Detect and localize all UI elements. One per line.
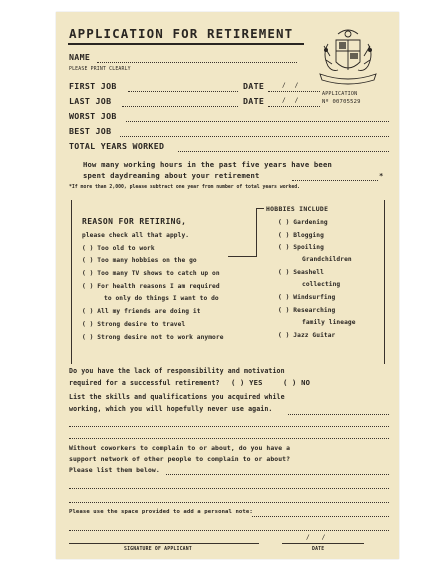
- hours-question-line1: How many working hours in the past five years have been: [83, 160, 332, 169]
- hobby-jazz-guitar[interactable]: ( ) Jazz Guitar: [278, 332, 336, 339]
- hours-note: *If more than 2,000, please subtract one year from number of total years worked.: [69, 185, 301, 190]
- support-answer-line-3[interactable]: [69, 502, 389, 503]
- hobbies-header: HOBBIES INCLUDE: [266, 205, 329, 213]
- yes-checkbox[interactable]: ( ) YES: [231, 378, 263, 387]
- application-number: Nº 00705529: [322, 99, 361, 105]
- reason-tv-shows[interactable]: ( ) Too many TV shows to catch up on: [82, 270, 220, 277]
- worst-job-field[interactable]: [126, 121, 389, 122]
- hobby-spoiling[interactable]: ( ) Spoiling: [278, 244, 324, 251]
- personal-note-line-1[interactable]: [252, 516, 389, 517]
- hobby-spoiling-continued: Grandchildren: [302, 256, 352, 263]
- skills-answer-line-1[interactable]: [288, 414, 389, 415]
- first-job-date-label: DATE: [243, 81, 265, 91]
- no-checkbox[interactable]: ( ) NO: [283, 378, 311, 387]
- last-job-label: LAST JOB: [69, 96, 112, 106]
- hobby-gardening[interactable]: ( ) Gardening: [278, 219, 328, 226]
- hobby-researching[interactable]: ( ) Researching: [278, 307, 336, 314]
- hobbies-connector-arm: [228, 256, 257, 257]
- hobby-blogging[interactable]: ( ) Blogging: [278, 232, 324, 239]
- reason-too-old[interactable]: ( ) Too old to work: [82, 245, 155, 252]
- last-job-field[interactable]: [122, 106, 238, 107]
- hobbies-box-right-border: [384, 200, 385, 364]
- responsibility-question-line1: Do you have the lack of responsibility and motivation: [69, 367, 285, 375]
- first-job-field[interactable]: [128, 91, 238, 92]
- coworkers-question-line2: support network of other people to complain to or about?: [69, 455, 291, 463]
- coworkers-question-line1: Without coworkers to complain to or about, do you have a: [69, 444, 291, 452]
- reasons-box-left-border: [71, 200, 72, 364]
- hobbies-header-rule: [256, 208, 264, 209]
- title-underline: [68, 43, 304, 45]
- total-years-label: TOTAL YEARS WORKED: [69, 141, 165, 151]
- hobby-seashell-continued: collecting: [302, 281, 341, 288]
- skills-answer-line-3[interactable]: [69, 438, 389, 439]
- reason-friends[interactable]: ( ) All my friends are doing it: [82, 308, 201, 315]
- hobby-researching-continued: family lineage: [302, 319, 356, 326]
- hours-field[interactable]: [292, 180, 378, 181]
- total-years-field[interactable]: [178, 151, 389, 152]
- skills-question-line2: working, which you will hopefully never use again.: [69, 405, 273, 413]
- reasons-instruction: please check all that apply.: [82, 232, 190, 239]
- hobbies-connector: [256, 208, 257, 256]
- personal-note-prompt: Please use the space provided to add a personal note:: [69, 509, 253, 515]
- signature-date-line[interactable]: [282, 543, 364, 544]
- form-title: APPLICATION FOR RETIREMENT: [69, 26, 294, 41]
- last-job-date-field[interactable]: [268, 106, 320, 107]
- reason-travel[interactable]: ( ) Strong desire to travel: [82, 321, 186, 328]
- first-job-label: FIRST JOB: [69, 81, 117, 91]
- name-label: NAME: [69, 52, 91, 62]
- reason-too-many-hobbies[interactable]: ( ) Too many hobbies on the go: [82, 257, 197, 264]
- reason-health-continued: to only do things I want to do: [104, 295, 219, 302]
- reasons-header: REASON FOR RETIRING,: [82, 217, 187, 226]
- coworkers-question-line3: Please list them below.: [69, 466, 160, 474]
- best-job-field[interactable]: [120, 136, 389, 137]
- personal-note-line-2[interactable]: [69, 530, 389, 531]
- support-answer-line-1[interactable]: [166, 474, 389, 475]
- print-note: PLEASE PRINT CLEARLY: [69, 67, 131, 72]
- reason-not-work[interactable]: ( ) Strong desire not to work anymore: [82, 334, 224, 341]
- last-job-date-label: DATE: [243, 96, 265, 106]
- skills-answer-line-2[interactable]: [69, 426, 389, 427]
- signature-line[interactable]: [69, 543, 259, 544]
- signature-label: SIGNATURE OF APPLICANT: [124, 547, 192, 552]
- skills-question-line1: List the skills and qualifications you acquired while: [69, 393, 285, 401]
- reason-health[interactable]: ( ) For health reasons I am required: [82, 283, 220, 290]
- application-form-paper: [56, 12, 399, 559]
- coat-of-arms-seal-icon: [314, 26, 382, 90]
- responsibility-question-line2: required for a successful retirement?: [69, 379, 220, 387]
- best-job-label: BEST JOB: [69, 126, 112, 136]
- signature-date-label: DATE: [312, 547, 325, 552]
- first-job-date-field[interactable]: [268, 91, 320, 92]
- hours-asterisk: *: [379, 171, 384, 180]
- last-job-date-slashes: / /: [282, 97, 299, 104]
- hobby-seashell[interactable]: ( ) Seashell: [278, 269, 324, 276]
- application-label: APPLICATION: [322, 91, 358, 97]
- support-answer-line-2[interactable]: [69, 488, 389, 489]
- worst-job-label: WORST JOB: [69, 111, 117, 121]
- hours-question-line2: spent daydreaming about your retirement: [83, 171, 260, 180]
- hobby-windsurfing[interactable]: ( ) Windsurfing: [278, 294, 336, 301]
- name-field[interactable]: [97, 62, 297, 63]
- signature-date-slashes: / /: [306, 534, 326, 541]
- first-job-date-slashes: / /: [282, 82, 299, 89]
